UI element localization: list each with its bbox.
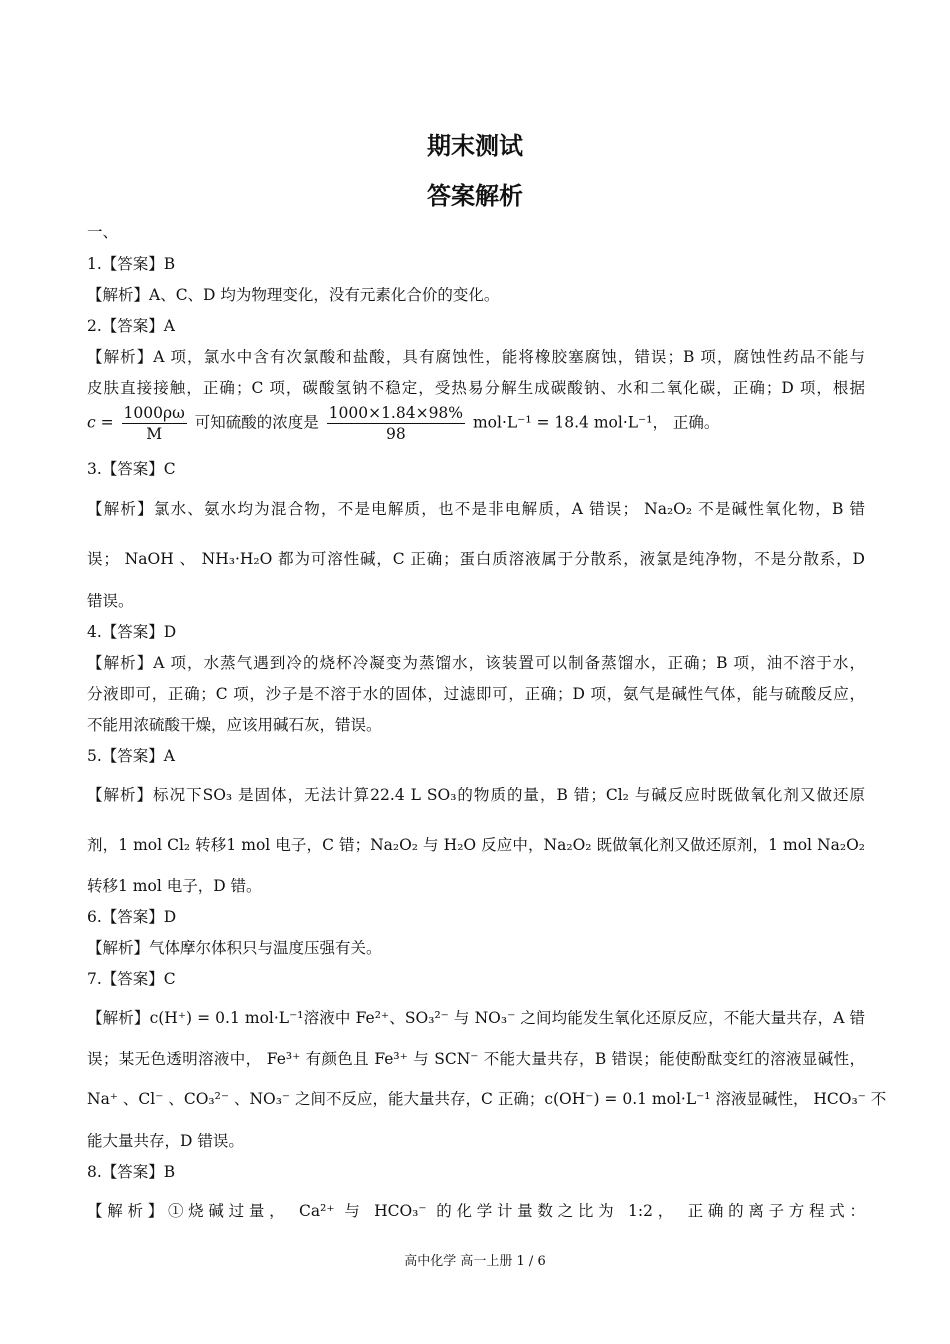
explanation-3-line-2: 误； NaOH 、 NH₃·H₂O 都为可溶性碱，C 正确；蛋白质溶液属于分散系，液氯是纯净物，不是分散系，D <box>87 550 865 568</box>
answer-8: 8.【答案】B <box>87 1163 176 1181</box>
explanation-5-line-1: 【解析】标况下SO₃ 是固体，无法计算22.4 L SO₃的物质的量，B 错；Cl₂ 与碱反应时既做氧化剂又做还原 <box>87 786 865 804</box>
explanation-8-line-1: 【解析】①烧碱过量， Ca²⁺ 与 HCO₃⁻ 的化学计量数之比为 1:2， 正确的离子方程式： <box>87 1202 865 1220</box>
fraction-calculation <box>327 403 465 444</box>
answer-7: 7.【答案】C <box>87 970 176 988</box>
explanation-1: 【解析】A、C、D 均为物理变化，没有元素化合价的变化。 <box>87 286 500 304</box>
explanation-7-line-1: 【解析】c(H⁺) = 0.1 mol·L⁻¹溶液中 Fe²⁺、SO₃²⁻ 与 NO₃⁻ 之间均能发生氧化还原反应，不能大量共存，A 错 <box>87 1009 865 1027</box>
answer-2: 2.【答案】A <box>87 317 175 335</box>
explanation-4-line-2: 分液即可，正确；C 项，沙子是不溶于水的固体，过滤即可，正确；D 项，氨气是碱性气体，能与硫酸反应， <box>87 685 865 703</box>
explanation-7-line-4: 能大量共存，D 错误。 <box>87 1132 244 1150</box>
answer-1: 1.【答案】B <box>87 255 176 273</box>
doc-subtitle: 答案解析 <box>427 182 523 210</box>
explanation-2-line-1: 【解析】A 项，氯水中含有次氯酸和盐酸，具有腐蚀性，能将橡胶塞腐蚀，错误；B 项，腐蚀性药品不能与 <box>87 348 865 366</box>
explanation-4-line-1: 【解析】A 项，水蒸气遇到冷的烧杯冷凝变为蒸馏水，该装置可以制备蒸馏水，正确；B 项，油不溶于水， <box>87 654 865 672</box>
fraction-denominator-2: 98 <box>385 425 406 443</box>
fraction-numerator: 1000ρω <box>123 404 185 422</box>
explanation-7-line-3: Na⁺ 、Cl⁻ 、CO₃²⁻ 、NO₃⁻ 之间不反应，能大量共存，C 正确；c(OH⁻) = 0.1 mol·L⁻¹ 溶液显碱性， HCO₃⁻ 不 <box>87 1090 887 1108</box>
fraction-denominator: M <box>146 425 163 443</box>
answer-4: 4.【答案】D <box>87 623 177 641</box>
section-heading: 一、 <box>87 223 119 241</box>
fraction-numerator-2: 1000×1.84×98% <box>328 404 464 422</box>
formula-text: 可知硫酸的浓度是 <box>194 413 319 432</box>
page-footer: 高中化学 高一上册 1 / 6 <box>404 1254 546 1269</box>
answer-6: 6.【答案】D <box>87 908 177 926</box>
fraction-concentration <box>122 403 187 444</box>
explanation-2-line-2: 皮肤直接接触，正确；C 项，碳酸氢钠不稳定，受热易分解生成碳酸钠、水和二氧化碳，正确；D 项，根据 <box>87 379 865 397</box>
answer-3: 3.【答案】C <box>87 460 176 478</box>
explanation-6: 【解析】气体摩尔体积只与温度压强有关。 <box>87 939 382 957</box>
explanation-5-line-3: 转移1 mol 电子，D 错。 <box>87 877 262 895</box>
explanation-2-formula-line <box>87 403 865 444</box>
doc-title: 期末测试 <box>427 132 523 160</box>
formula-lhs: c = <box>87 413 114 432</box>
answer-5: 5.【答案】A <box>87 747 175 765</box>
formula-result: mol·L⁻¹ = 18.4 mol·L⁻¹， 正确。 <box>472 413 720 432</box>
explanation-3-line-3: 错误。 <box>87 592 134 610</box>
explanation-5-line-2: 剂，1 mol Cl₂ 转移1 mol 电子，C 错；Na₂O₂ 与 H₂O 反应中，Na₂O₂ 既做氧化剂又做还原剂，1 mol Na₂O₂ <box>87 836 865 854</box>
explanation-4-line-3: 不能用浓硫酸干燥，应该用碱石灰，错误。 <box>87 716 382 734</box>
explanation-7-line-2: 误；某无色透明溶液中， Fe³⁺ 有颜色且 Fe³⁺ 与 SCN⁻ 不能大量共存，B 错误；能使酚酞变红的溶液显碱性， <box>87 1050 865 1068</box>
explanation-3-line-1: 【解析】氯水、氨水均为混合物，不是电解质，也不是非电解质，A 错误； Na₂O₂ 不是碱性氧化物，B 错 <box>87 500 865 518</box>
